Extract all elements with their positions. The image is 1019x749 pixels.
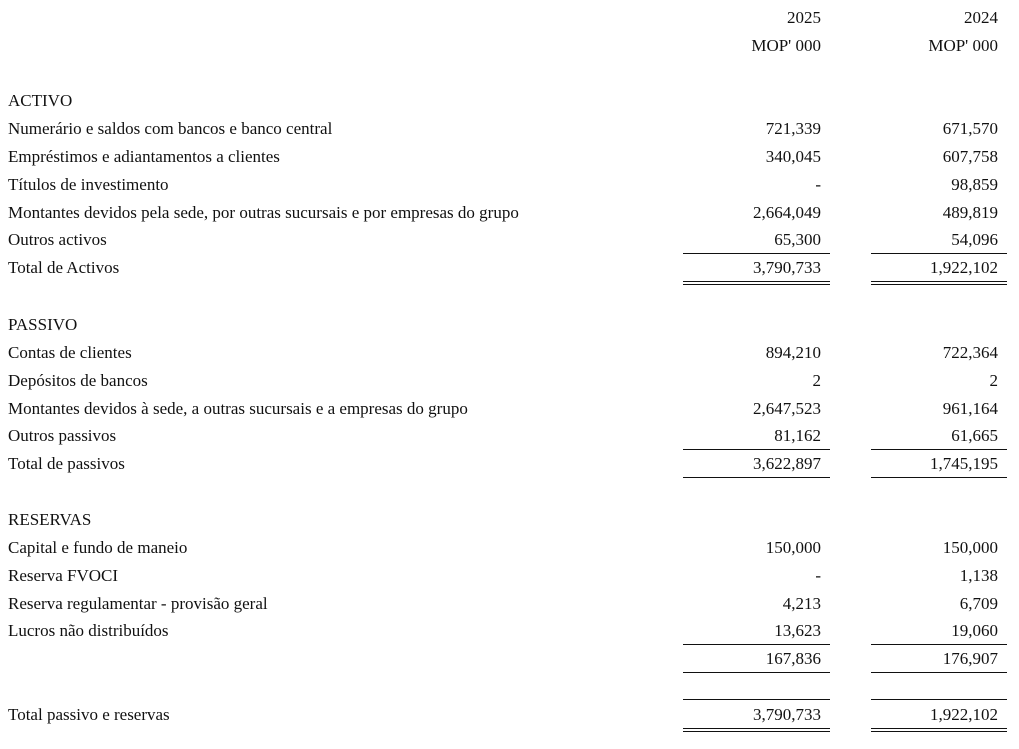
value-2025: - — [815, 566, 821, 585]
table-row — [0, 201, 1019, 225]
table-row — [0, 592, 1019, 616]
table-row — [0, 564, 1019, 588]
value-2024: 1,138 — [959, 566, 998, 585]
row-label: Contas de clientes — [8, 343, 132, 362]
table-row — [0, 397, 1019, 421]
value-2025: 2,647,523 — [753, 399, 821, 418]
value-2024: 98,859 — [951, 175, 998, 194]
table-row — [0, 173, 1019, 197]
value-2025: 167,836 — [765, 649, 821, 668]
value-2025: - — [815, 175, 821, 194]
row-label: Lucros não distribuídos — [8, 621, 169, 640]
value-2025: 3,790,733 — [753, 705, 821, 724]
value-2024: 176,907 — [942, 649, 998, 668]
rule-grand-total-top-2024 — [871, 699, 1007, 700]
value-2025: 2 — [812, 371, 821, 390]
value-2024: 607,758 — [942, 147, 998, 166]
rule-reserves-subtotal-2024 — [871, 672, 1007, 673]
rule-assets-2024 — [871, 253, 1007, 254]
value-2025: 340,045 — [765, 147, 821, 166]
value-2024: 961,164 — [942, 399, 998, 418]
row-label: Numerário e saldos com bancos e banco central — [8, 119, 333, 138]
section-heading-assets — [0, 89, 1019, 113]
table-row — [0, 619, 1019, 643]
rule-liabilities-2025 — [683, 449, 830, 450]
section-heading-liabilities — [0, 313, 1019, 337]
table-row — [0, 145, 1019, 169]
value-2025: 721,339 — [765, 119, 821, 138]
value-2025: 2,664,049 — [753, 203, 821, 222]
rule-liabilities-total-2024 — [871, 477, 1007, 478]
table-row — [0, 369, 1019, 393]
row-label: Total de Activos — [8, 258, 120, 277]
table-row — [0, 341, 1019, 365]
row-label: Outros activos — [8, 230, 107, 249]
row-label: Montantes devidos pela sede, por outras sucursais e por empresas do grupo — [8, 203, 519, 222]
year-2024: 2024 — [964, 8, 998, 27]
value-2024: 1,922,102 — [930, 705, 998, 724]
double-rule-bottom-2025 — [683, 284, 830, 285]
value-2025: 13,623 — [774, 621, 821, 640]
row-label: Empréstimos e adiantamentos a clientes — [8, 147, 280, 166]
subtotal-row-reserves — [0, 647, 1019, 671]
value-2025: 65,300 — [774, 230, 821, 249]
rule-liabilities-total-2025 — [683, 477, 830, 478]
double-rule-top-grand-2024 — [871, 728, 1007, 729]
value-2024: 61,665 — [951, 426, 998, 445]
section-heading-reserves — [0, 508, 1019, 532]
row-label: Reserva regulamentar - provisão geral — [8, 594, 268, 613]
row-label: Depósitos de bancos — [8, 371, 148, 390]
value-2024: 150,000 — [942, 538, 998, 557]
double-rule-bottom-2024 — [871, 284, 1007, 285]
row-label: Total passivo e reservas — [8, 705, 170, 724]
reserves-heading: RESERVAS — [8, 510, 92, 529]
value-2024: 54,096 — [951, 230, 998, 249]
value-2024: 489,819 — [942, 203, 998, 222]
value-2024: 1,922,102 — [930, 258, 998, 277]
table-row — [0, 117, 1019, 141]
value-2024: 2 — [989, 371, 998, 390]
value-2025: 3,622,897 — [753, 454, 821, 473]
rule-liabilities-2024 — [871, 449, 1007, 450]
value-2025: 894,210 — [765, 343, 821, 362]
unit-header-row — [0, 34, 1019, 58]
table-row — [0, 228, 1019, 252]
year-header-row — [0, 6, 1019, 30]
total-row-liabilities — [0, 452, 1019, 476]
row-label: Outros passivos — [8, 426, 117, 445]
value-2024: 6,709 — [959, 594, 998, 613]
double-rule-bottom-grand-2024 — [871, 731, 1007, 732]
double-rule-top-grand-2025 — [683, 728, 830, 729]
grand-total-row — [0, 703, 1019, 727]
value-2024: 671,570 — [942, 119, 998, 138]
year-2025: 2025 — [787, 8, 821, 27]
value-2024: 19,060 — [951, 621, 998, 640]
value-2025: 4,213 — [782, 594, 821, 613]
table-row — [0, 424, 1019, 448]
row-label: Total de passivos — [8, 454, 125, 473]
value-2024: 1,745,195 — [930, 454, 998, 473]
assets-heading: ACTIVO — [8, 91, 73, 110]
double-rule-top-2024 — [871, 281, 1007, 282]
value-2025: 81,162 — [774, 426, 821, 445]
value-2025: 150,000 — [765, 538, 821, 557]
row-label: Títulos de investimento — [8, 175, 169, 194]
rule-grand-total-top-2025 — [683, 699, 830, 700]
liabilities-heading: PASSIVO — [8, 315, 78, 334]
value-2024: 722,364 — [942, 343, 998, 362]
unit-2024: MOP' 000 — [928, 36, 998, 55]
unit-2025: MOP' 000 — [751, 36, 821, 55]
value-2025: 3,790,733 — [753, 258, 821, 277]
double-rule-bottom-grand-2025 — [683, 731, 830, 732]
rule-reserves-2024 — [871, 644, 1007, 645]
table-row — [0, 536, 1019, 560]
row-label: Reserva FVOCI — [8, 566, 119, 585]
row-label: Montantes devidos à sede, a outras sucursais e a empresas do grupo — [8, 399, 468, 418]
row-label: Capital e fundo de maneio — [8, 538, 188, 557]
rule-reserves-subtotal-2025 — [683, 672, 830, 673]
rule-assets-2025 — [683, 253, 830, 254]
total-row-assets — [0, 256, 1019, 280]
double-rule-top-2025 — [683, 281, 830, 282]
rule-reserves-2025 — [683, 644, 830, 645]
